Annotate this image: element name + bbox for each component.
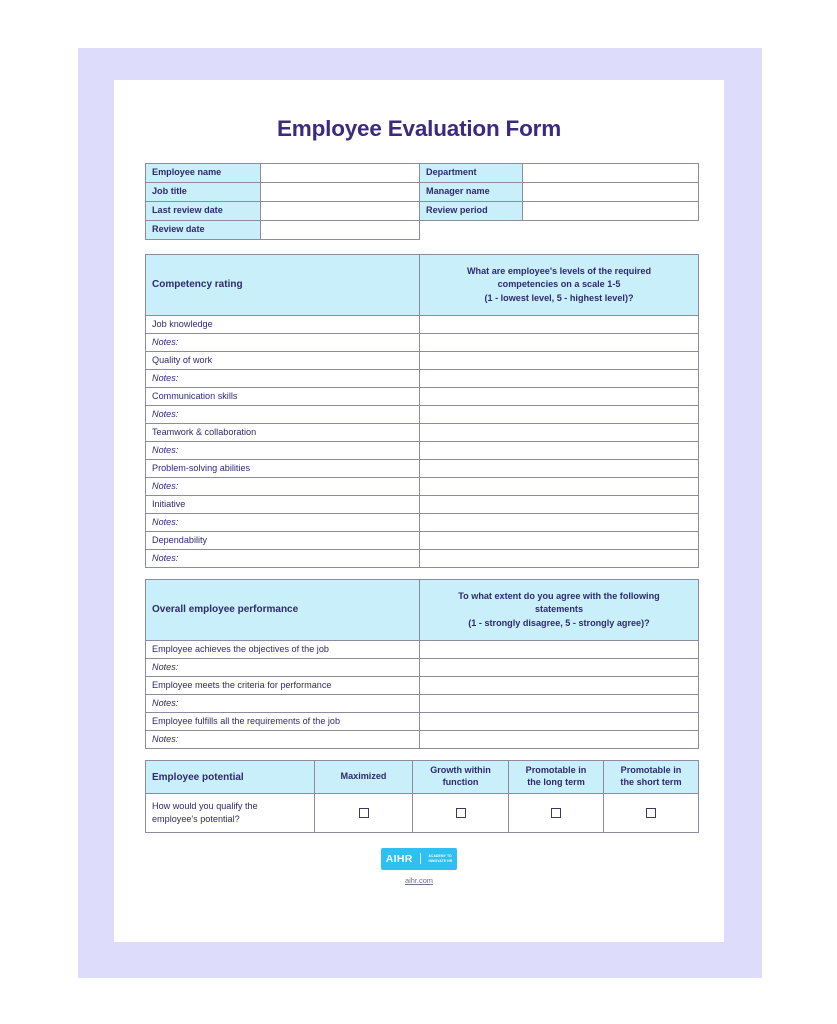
potential-column-short-term-line-2: the short term (620, 777, 682, 787)
info-field-review-date[interactable] (261, 221, 420, 240)
info-label-department: Department (420, 164, 523, 183)
checkbox-promotable-short-term[interactable] (646, 808, 656, 818)
competency-question-line-1: What are employee's levels of the required (466, 266, 652, 277)
performance-notes-achieves-objectives[interactable] (420, 659, 699, 677)
competency-rating-quality-of-work[interactable] (420, 352, 699, 370)
competency-rating-problem-solving-abilities[interactable] (420, 460, 699, 478)
info-field-review-period[interactable] (523, 202, 699, 221)
aihr-logo (381, 848, 457, 870)
competency-label-communication-skills: Communication skills (146, 388, 420, 406)
competency-label-teamwork-collaboration: Teamwork & collaboration (146, 424, 420, 442)
table-row (146, 460, 699, 478)
footer (114, 848, 724, 885)
table-row (146, 442, 699, 460)
competency-notes-label: Notes: (146, 334, 420, 352)
table-row (146, 202, 699, 221)
competency-question-line-2: competencies on a scale 1-5 (497, 279, 621, 290)
table-row (146, 334, 699, 352)
performance-label-fulfills-requirements: Employee fulfills all the requirements of the job (146, 713, 420, 731)
performance-notes-label: Notes: (146, 659, 420, 677)
website-link[interactable]: aihr.com (405, 876, 433, 885)
performance-header-label: Overall employee performance (146, 580, 420, 641)
table-row (146, 641, 699, 659)
employee-info-table (145, 163, 699, 240)
table-row (146, 406, 699, 424)
aihr-logo-tagline-line-2: INNOVATE HR (428, 858, 453, 863)
potential-question-label (146, 794, 315, 833)
info-label-employee-name: Employee name (146, 164, 261, 183)
competency-notes-label: Notes: (146, 550, 420, 568)
info-field-job-title[interactable] (261, 183, 420, 202)
performance-notes-label: Notes: (146, 731, 420, 749)
potential-question-line-2: employee's potential? (152, 814, 240, 824)
aihr-logo-tagline (429, 854, 453, 863)
competency-notes-communication-skills[interactable] (420, 406, 699, 424)
competency-rating-job-knowledge[interactable] (420, 316, 699, 334)
table-row (146, 221, 699, 240)
potential-column-short-term-line-1: Promotable in (620, 765, 682, 776)
table-row (146, 731, 699, 749)
competency-notes-problem-solving-abilities[interactable] (420, 478, 699, 496)
table-row (146, 164, 699, 183)
info-label-last-review-date: Last review date (146, 202, 261, 221)
performance-header-row (146, 580, 699, 641)
potential-column-maximized (315, 761, 413, 794)
table-row (146, 713, 699, 731)
competency-rating-communication-skills[interactable] (420, 388, 699, 406)
info-label-job-title: Job title (146, 183, 261, 202)
table-row (146, 496, 699, 514)
competency-rating-teamwork-collaboration[interactable] (420, 424, 699, 442)
competency-label-initiative: Initiative (146, 496, 420, 514)
table-row (146, 388, 699, 406)
form-sheet (114, 80, 724, 942)
info-field-department[interactable] (523, 164, 699, 183)
potential-column-promotable-long-term (509, 761, 604, 794)
competency-notes-label: Notes: (146, 514, 420, 532)
info-label-manager-name: Manager name (420, 183, 523, 202)
performance-question-line-3: (1 - strongly disagree, 5 - strongly agree)? (468, 617, 650, 628)
info-field-employee-name[interactable] (261, 164, 420, 183)
overall-performance-table (145, 579, 699, 749)
table-row (146, 659, 699, 677)
competency-question-line-3: (1 - lowest level, 5 - highest level)? (484, 292, 634, 303)
competency-rating-table (145, 254, 699, 568)
competency-notes-label: Notes: (146, 370, 420, 388)
competency-notes-dependability[interactable] (420, 550, 699, 568)
performance-notes-label: Notes: (146, 695, 420, 713)
employee-potential-table (145, 760, 699, 833)
table-row (146, 352, 699, 370)
info-label-review-period: Review period (420, 202, 523, 221)
potential-header-label: Employee potential (146, 761, 315, 794)
competency-label-dependability: Dependability (146, 532, 420, 550)
potential-column-long-term-line-2: the long term (527, 777, 585, 787)
competency-header-question (420, 255, 699, 316)
aihr-logo-tagline-line-1: ACADEMY TO (428, 854, 452, 859)
potential-cell-promotable-short-term[interactable] (604, 794, 699, 833)
competency-notes-job-knowledge[interactable] (420, 334, 699, 352)
competency-notes-quality-of-work[interactable] (420, 370, 699, 388)
performance-label-meets-criteria: Employee meets the criteria for performance (146, 677, 420, 695)
checkbox-promotable-long-term[interactable] (551, 808, 561, 818)
info-label-review-date: Review date (146, 221, 261, 240)
competency-label-quality-of-work: Quality of work (146, 352, 420, 370)
logo-divider-icon (420, 853, 421, 864)
potential-column-maximized-line-1: Maximized (340, 771, 387, 782)
info-field-manager-name[interactable] (523, 183, 699, 202)
competency-header-label: Competency rating (146, 255, 420, 316)
competency-label-job-knowledge: Job knowledge (146, 316, 420, 334)
competency-notes-teamwork-collaboration[interactable] (420, 442, 699, 460)
table-row (146, 677, 699, 695)
potential-column-growth-line-2: function (442, 777, 479, 787)
potential-column-promotable-short-term (604, 761, 699, 794)
competency-notes-initiative[interactable] (420, 514, 699, 532)
competency-rating-dependability[interactable] (420, 532, 699, 550)
potential-column-long-term-line-1: Promotable in (525, 765, 587, 776)
performance-rating-fulfills-requirements[interactable] (420, 713, 699, 731)
info-spacer-cell (523, 221, 699, 240)
performance-question-line-2: statements (534, 604, 583, 615)
performance-question-line-1: To what extent do you agree with the following (458, 591, 660, 602)
potential-cell-promotable-long-term[interactable] (509, 794, 604, 833)
potential-question-row (146, 794, 699, 833)
performance-notes-meets-criteria[interactable] (420, 695, 699, 713)
potential-cell-maximized[interactable] (315, 794, 413, 833)
table-row (146, 532, 699, 550)
table-row (146, 695, 699, 713)
potential-column-growth-line-1: Growth within (430, 765, 491, 776)
competency-notes-label: Notes: (146, 478, 420, 496)
competency-label-problem-solving-abilities: Problem-solving abilities (146, 460, 420, 478)
table-row (146, 550, 699, 568)
potential-question-line-1: How would you qualify the (152, 800, 258, 811)
table-row (146, 478, 699, 496)
performance-notes-fulfills-requirements[interactable] (420, 731, 699, 749)
table-row (146, 183, 699, 202)
checkbox-maximized[interactable] (359, 808, 369, 818)
performance-rating-meets-criteria[interactable] (420, 677, 699, 695)
table-row (146, 424, 699, 442)
table-row (146, 514, 699, 532)
performance-label-achieves-objectives: Employee achieves the objectives of the job (146, 641, 420, 659)
performance-rating-achieves-objectives[interactable] (420, 641, 699, 659)
page-title: Employee Evaluation Form (276, 116, 562, 141)
competency-notes-label: Notes: (146, 442, 420, 460)
potential-column-growth-within-function (413, 761, 509, 794)
potential-header-row (146, 761, 699, 794)
competency-notes-label: Notes: (146, 406, 420, 424)
table-row (146, 316, 699, 334)
info-spacer-cell (420, 221, 523, 240)
checkbox-growth-within-function[interactable] (456, 808, 466, 818)
competency-rating-initiative[interactable] (420, 496, 699, 514)
potential-cell-growth-within-function[interactable] (413, 794, 509, 833)
table-row (146, 370, 699, 388)
aihr-logo-wordmark: AIHR (385, 852, 413, 865)
info-field-last-review-date[interactable] (261, 202, 420, 221)
competency-header-row (146, 255, 699, 316)
performance-header-question (420, 580, 699, 641)
